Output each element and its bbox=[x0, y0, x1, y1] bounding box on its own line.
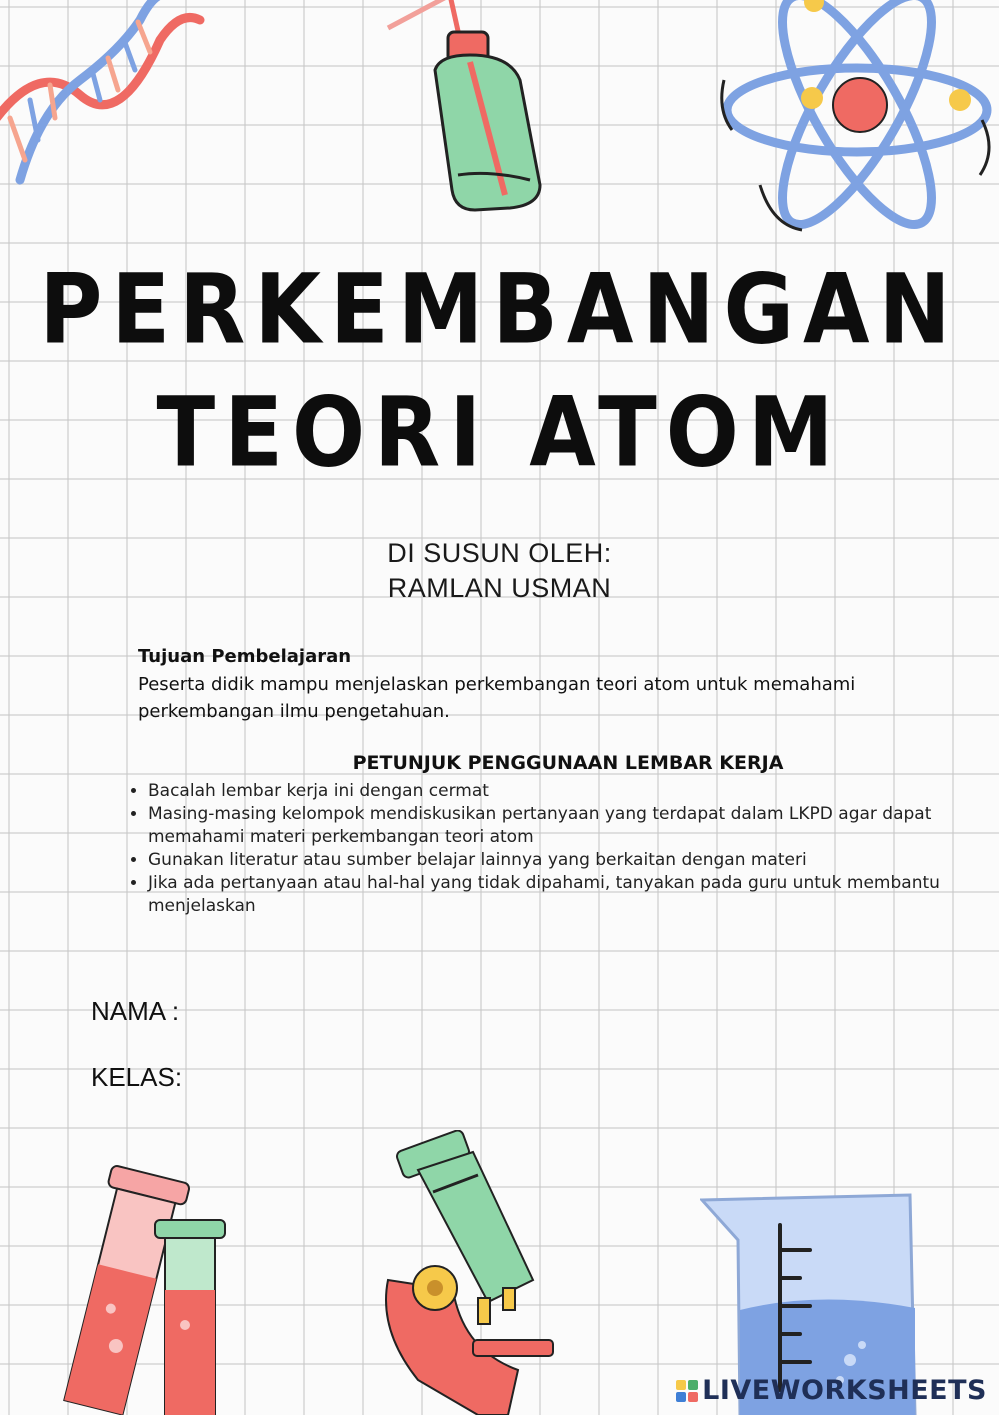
list-item: • Gunakan literatur atau sumber belajar lainnya yang berkaitan dengan materi bbox=[148, 849, 988, 872]
microscope-icon bbox=[378, 1130, 563, 1415]
list-item: • Masing-masing kelompok mendiskusikan pertanyaan yang terdapat dalam LKPD agar dapat memahami materi perkembangan teori atom bbox=[148, 803, 988, 849]
instructions-heading: PETUNJUK PENGGUNAAN LEMBAR KERJA bbox=[352, 752, 784, 774]
objective-heading: Tujuan Pembelajaran bbox=[138, 646, 352, 667]
list-item: • Jika ada pertanyaan atau hal-hal yang tidak dipahami, tanyakan pada guru untuk membantu menjelaskan bbox=[148, 872, 988, 918]
dna-icon bbox=[0, 0, 205, 190]
atom-icon bbox=[712, 0, 999, 240]
objective-text: Peserta didik mampu menjelaskan perkembangan teori atom untuk memahami perkembangan ilmu pengetahuan. bbox=[138, 674, 856, 722]
liveworksheets-brand bbox=[676, 1375, 987, 1406]
instructions-list bbox=[128, 780, 988, 918]
test-tubes-icon bbox=[40, 1160, 240, 1415]
liveworksheets-logo-icon bbox=[676, 1380, 698, 1402]
page-title-line-2: TEORI ATOM bbox=[156, 377, 843, 490]
author-name: RAMLAN USMAN bbox=[387, 573, 612, 603]
wash-bottle-icon bbox=[380, 0, 550, 215]
name-field-label: NAMA : bbox=[91, 996, 180, 1026]
list-item: • Bacalah lembar kerja ini dengan cermat bbox=[148, 780, 988, 803]
author-label: DI SUSUN OLEH: bbox=[387, 538, 612, 568]
brand-text: LIVEWORKSHEETS bbox=[702, 1375, 987, 1406]
class-field-label: KELAS: bbox=[91, 1062, 183, 1092]
page-title-line-1: PERKEMBANGAN bbox=[39, 254, 960, 367]
